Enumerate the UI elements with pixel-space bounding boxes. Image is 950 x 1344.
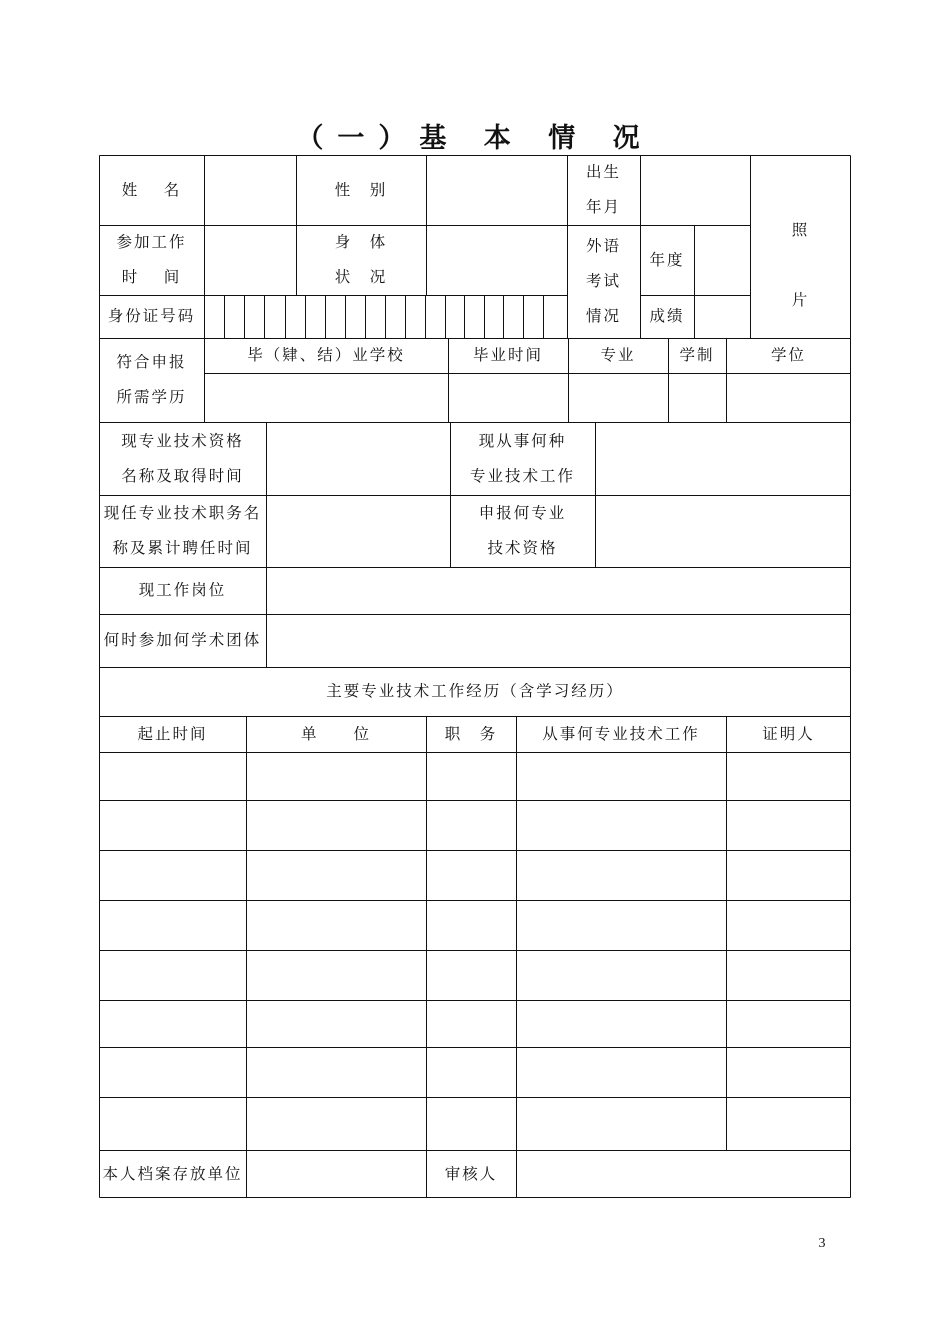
reviewer-label: 审核人 [444, 1164, 498, 1183]
society-label: 何时参加何学术团体 [103, 631, 262, 649]
year-label: 年度 [649, 250, 685, 269]
degree-header: 学位 [770, 346, 806, 364]
id-number-field[interactable] [204, 295, 567, 338]
current-qualification-label: 现专业技术资格 名称及取得时间 [121, 431, 244, 485]
school-header: 毕（肄、结）业学校 [247, 346, 405, 364]
position-field[interactable] [266, 567, 851, 614]
duration-header: 学制 [679, 346, 715, 364]
birth-field[interactable] [640, 155, 750, 225]
gender-field[interactable] [426, 155, 567, 225]
society-field[interactable] [266, 614, 851, 667]
apply-qualification-field[interactable] [595, 495, 851, 567]
basic-info-form [99, 155, 851, 1198]
school-field[interactable] [204, 373, 448, 422]
birth-label: 出生 年月 [585, 163, 621, 216]
position-label: 现工作岗位 [138, 581, 227, 599]
duration-field[interactable] [668, 373, 726, 422]
history-heading: 主要专业技术工作经历（含学习经历） [326, 682, 624, 700]
current-post-label: 现任专业技术职务名 称及累计聘任时间 [103, 504, 262, 557]
page-title: （一）基 本 情 况 [296, 123, 654, 154]
history-col-unit: 单 位 [300, 724, 371, 743]
name-label: 姓 名 [121, 180, 182, 199]
work-start-field[interactable] [204, 225, 296, 295]
grad-time-header: 毕业时间 [472, 346, 543, 364]
archive-label: 本人档案存放单位 [102, 1164, 243, 1183]
health-field[interactable] [426, 225, 567, 295]
work-start-label: 参加工作 时 间 [116, 233, 187, 286]
education-label: 符合申报 所需学历 [116, 353, 187, 406]
history-col-period: 起止时间 [137, 724, 208, 743]
current-qualification-field[interactable] [266, 422, 450, 495]
name-field[interactable] [204, 155, 296, 225]
major-header: 专业 [600, 346, 636, 364]
score-label: 成绩 [649, 307, 685, 325]
photo-box[interactable]: 照 片 [791, 221, 810, 309]
score-field[interactable] [694, 295, 750, 338]
engaged-work-field[interactable] [595, 422, 851, 495]
major-field[interactable] [568, 373, 668, 422]
foreign-language-label: 外语 考试 情况 [585, 237, 621, 325]
gender-label: 性 别 [334, 180, 388, 199]
history-col-work: 从事何专业技术工作 [542, 724, 700, 743]
grad-time-field[interactable] [448, 373, 568, 422]
archive-field[interactable] [246, 1150, 426, 1198]
page-number: 3 [818, 1236, 826, 1251]
health-label: 身 体 状 况 [334, 233, 388, 286]
history-col-witness: 证明人 [762, 724, 815, 743]
history-col-duty: 职 务 [444, 724, 498, 743]
reviewer-field[interactable] [516, 1150, 851, 1198]
current-post-field[interactable] [266, 495, 450, 567]
engaged-work-label: 现从事何种 专业技术工作 [469, 431, 575, 485]
id-number-label: 身份证号码 [107, 307, 196, 325]
degree-field[interactable] [726, 373, 851, 422]
year-field[interactable] [694, 225, 750, 295]
apply-qualification-label: 申报何专业 技术资格 [478, 504, 567, 557]
